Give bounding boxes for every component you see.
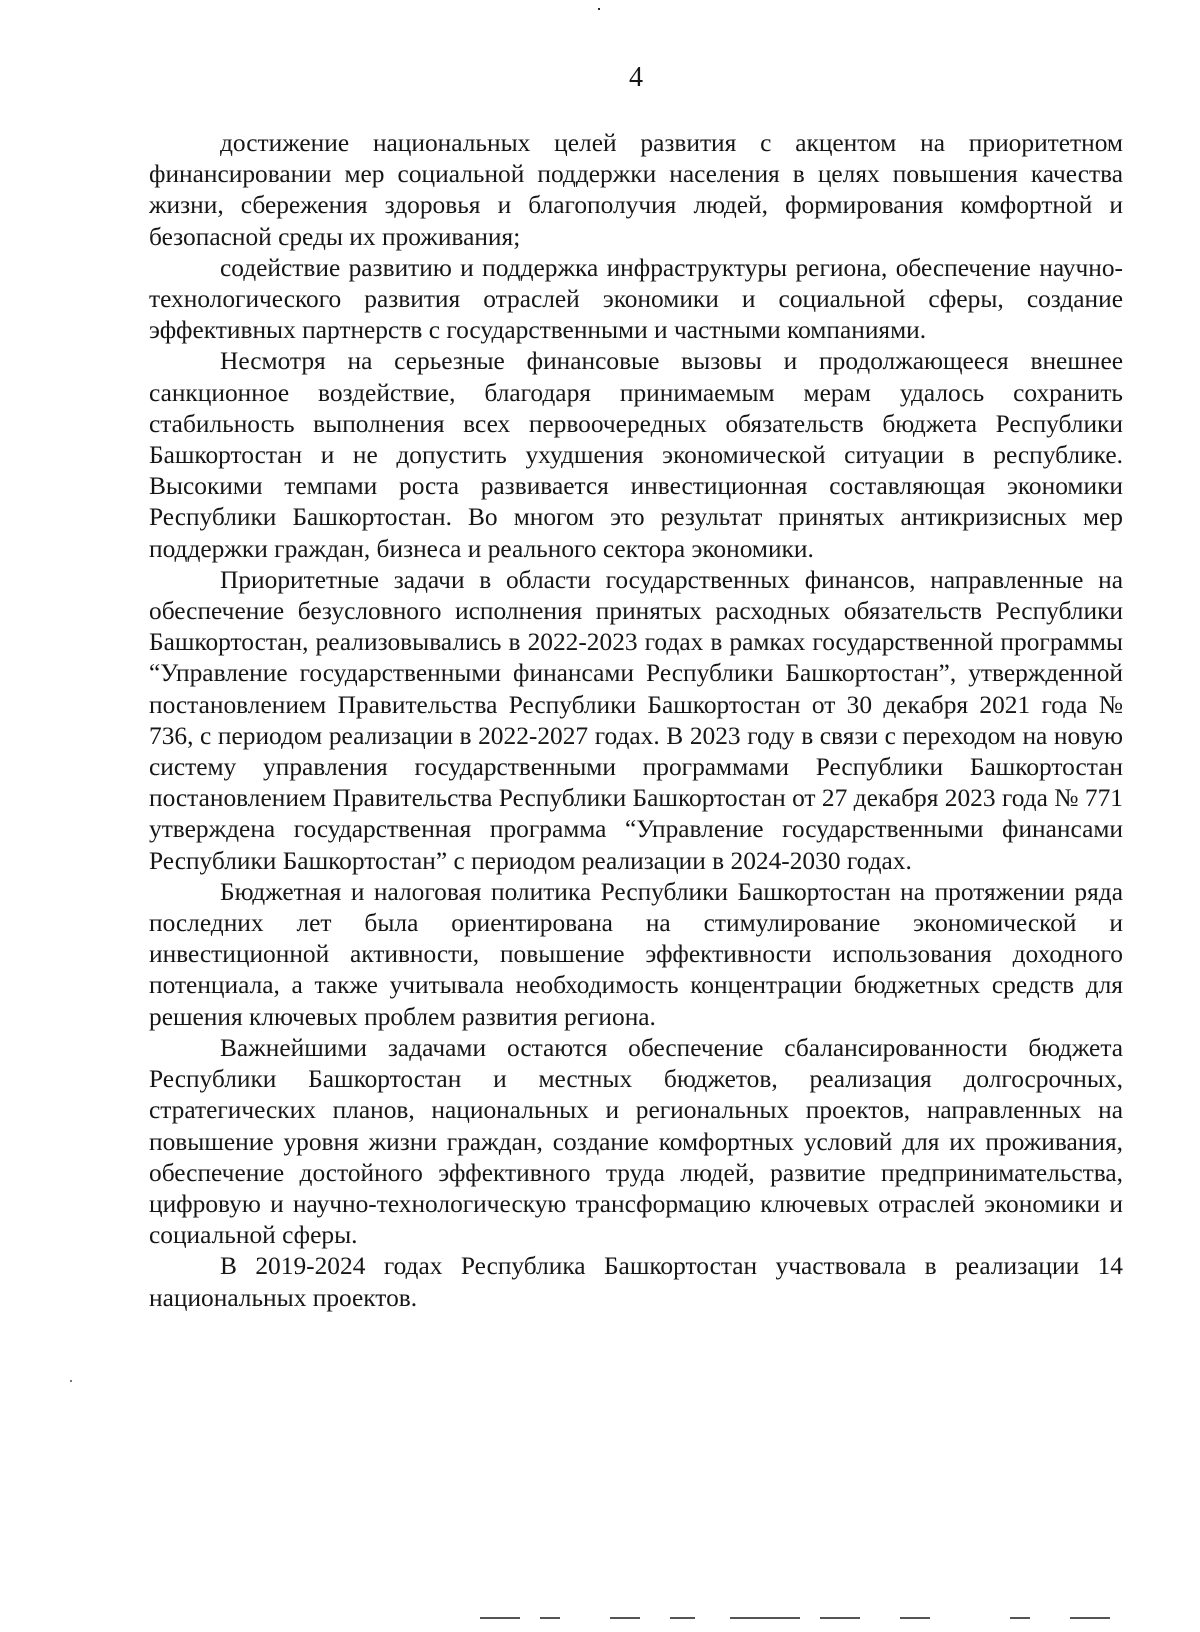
scan-edge-dash <box>480 1617 520 1619</box>
scan-edge-dash <box>730 1617 800 1619</box>
paragraph-state-program: Приоритетные задачи в области государственных финансов, направленные на обеспечение безусловного исполнения принятых расходных обязательств Республики Башкортостан, реализовывались в 2022-2023 годах в рамках государственной программы “Управление государственными финансами Республики Башкортостан”, утвержденной постановлением Правительства Республики Башкортостан от 30 декабря 2021 года № 736, с периодом реализации в 2022-2027 годах. В 2023 году в связи с переходом на новую систему управления государственными программами Республики Башкортостан постановлением Правительства Республики Башкортостан от 27 декабря 2023 года № 771 утверждена государственная программа “Управление государственными финансами Республики Башкортостан” с периодом реализации в 2024-2030 годах. <box>149 565 1123 875</box>
scan-edge-dash <box>540 1617 560 1619</box>
paragraph-financial-challenges: Несмотря на серьезные финансовые вызовы и продолжающееся внешнее санкционное воздействие, благодаря принимаемым мерам удалось сохранить стабильность выполнения всех первоочередных обязательств бюджета Республики Башкортостан и не допустить ухудшения экономической ситуации в республике. Высокими темпами роста развивается инвестиционная составляющая экономики Республики Башкортостан. Во многом это результат принятых антикризисных мер поддержки граждан, бизнеса и реального сектора экономики. <box>149 347 1123 563</box>
paragraph-infrastructure: содействие развитию и поддержка инфраструктуры региона, обеспечение научно-технологического развития отраслей экономики и социальной сферы, создание эффективных партнерств с государственными и частными компаниями. <box>149 253 1123 345</box>
paragraph-national-projects: В 2019-2024 годах Республика Башкортостан участвовала в реализации 14 национальных проектов. <box>149 1252 1123 1312</box>
paragraph-key-tasks: Важнейшими задачами остаются обеспечение сбалансированности бюджета Республики Башкортостан и местных бюджетов, реализация долгосрочных, стратегических планов, национальных и региональных проектов, направленных на повышение уровня жизни граждан, создание комфортных условий для их проживания, обеспечение достойного эффективного труда людей, развитие предпринимательства, цифровую и научно-технологическую трансформацию ключевых отраслей экономики и социальной сферы. <box>149 1033 1123 1250</box>
scan-edge-dash <box>670 1617 695 1619</box>
scan-edge-dash <box>610 1617 640 1619</box>
scan-edge-dash <box>1010 1617 1030 1619</box>
scan-edge-dash <box>900 1617 930 1619</box>
paragraph-national-goals: достижение национальных целей развития с акцентом на приоритетном финансировании мер социальной поддержки населения в целях повышения качества жизни, сбережения здоровья и благополучия людей, формирования комфортной и безопасной среды их проживания; <box>149 129 1123 251</box>
scan-edge-dash <box>820 1617 860 1619</box>
scan-speck-left <box>70 1380 72 1382</box>
paragraph-budget-tax-policy: Бюджетная и налоговая политика Республики Башкортостан на протяжении ряда последних лет была ориентирована на стимулирование экономической и инвестиционной активности, повышение эффективности использования доходного потенциала, а также учитывала необходимость концентрации бюджетных средств для решения ключевых проблем развития региона. <box>149 877 1123 1031</box>
scan-edge-marks <box>480 1617 1180 1623</box>
scan-speck-top <box>598 8 600 10</box>
page-number: 4 <box>629 62 643 93</box>
scan-edge-dash <box>1070 1617 1110 1619</box>
document-body <box>149 128 1123 1314</box>
